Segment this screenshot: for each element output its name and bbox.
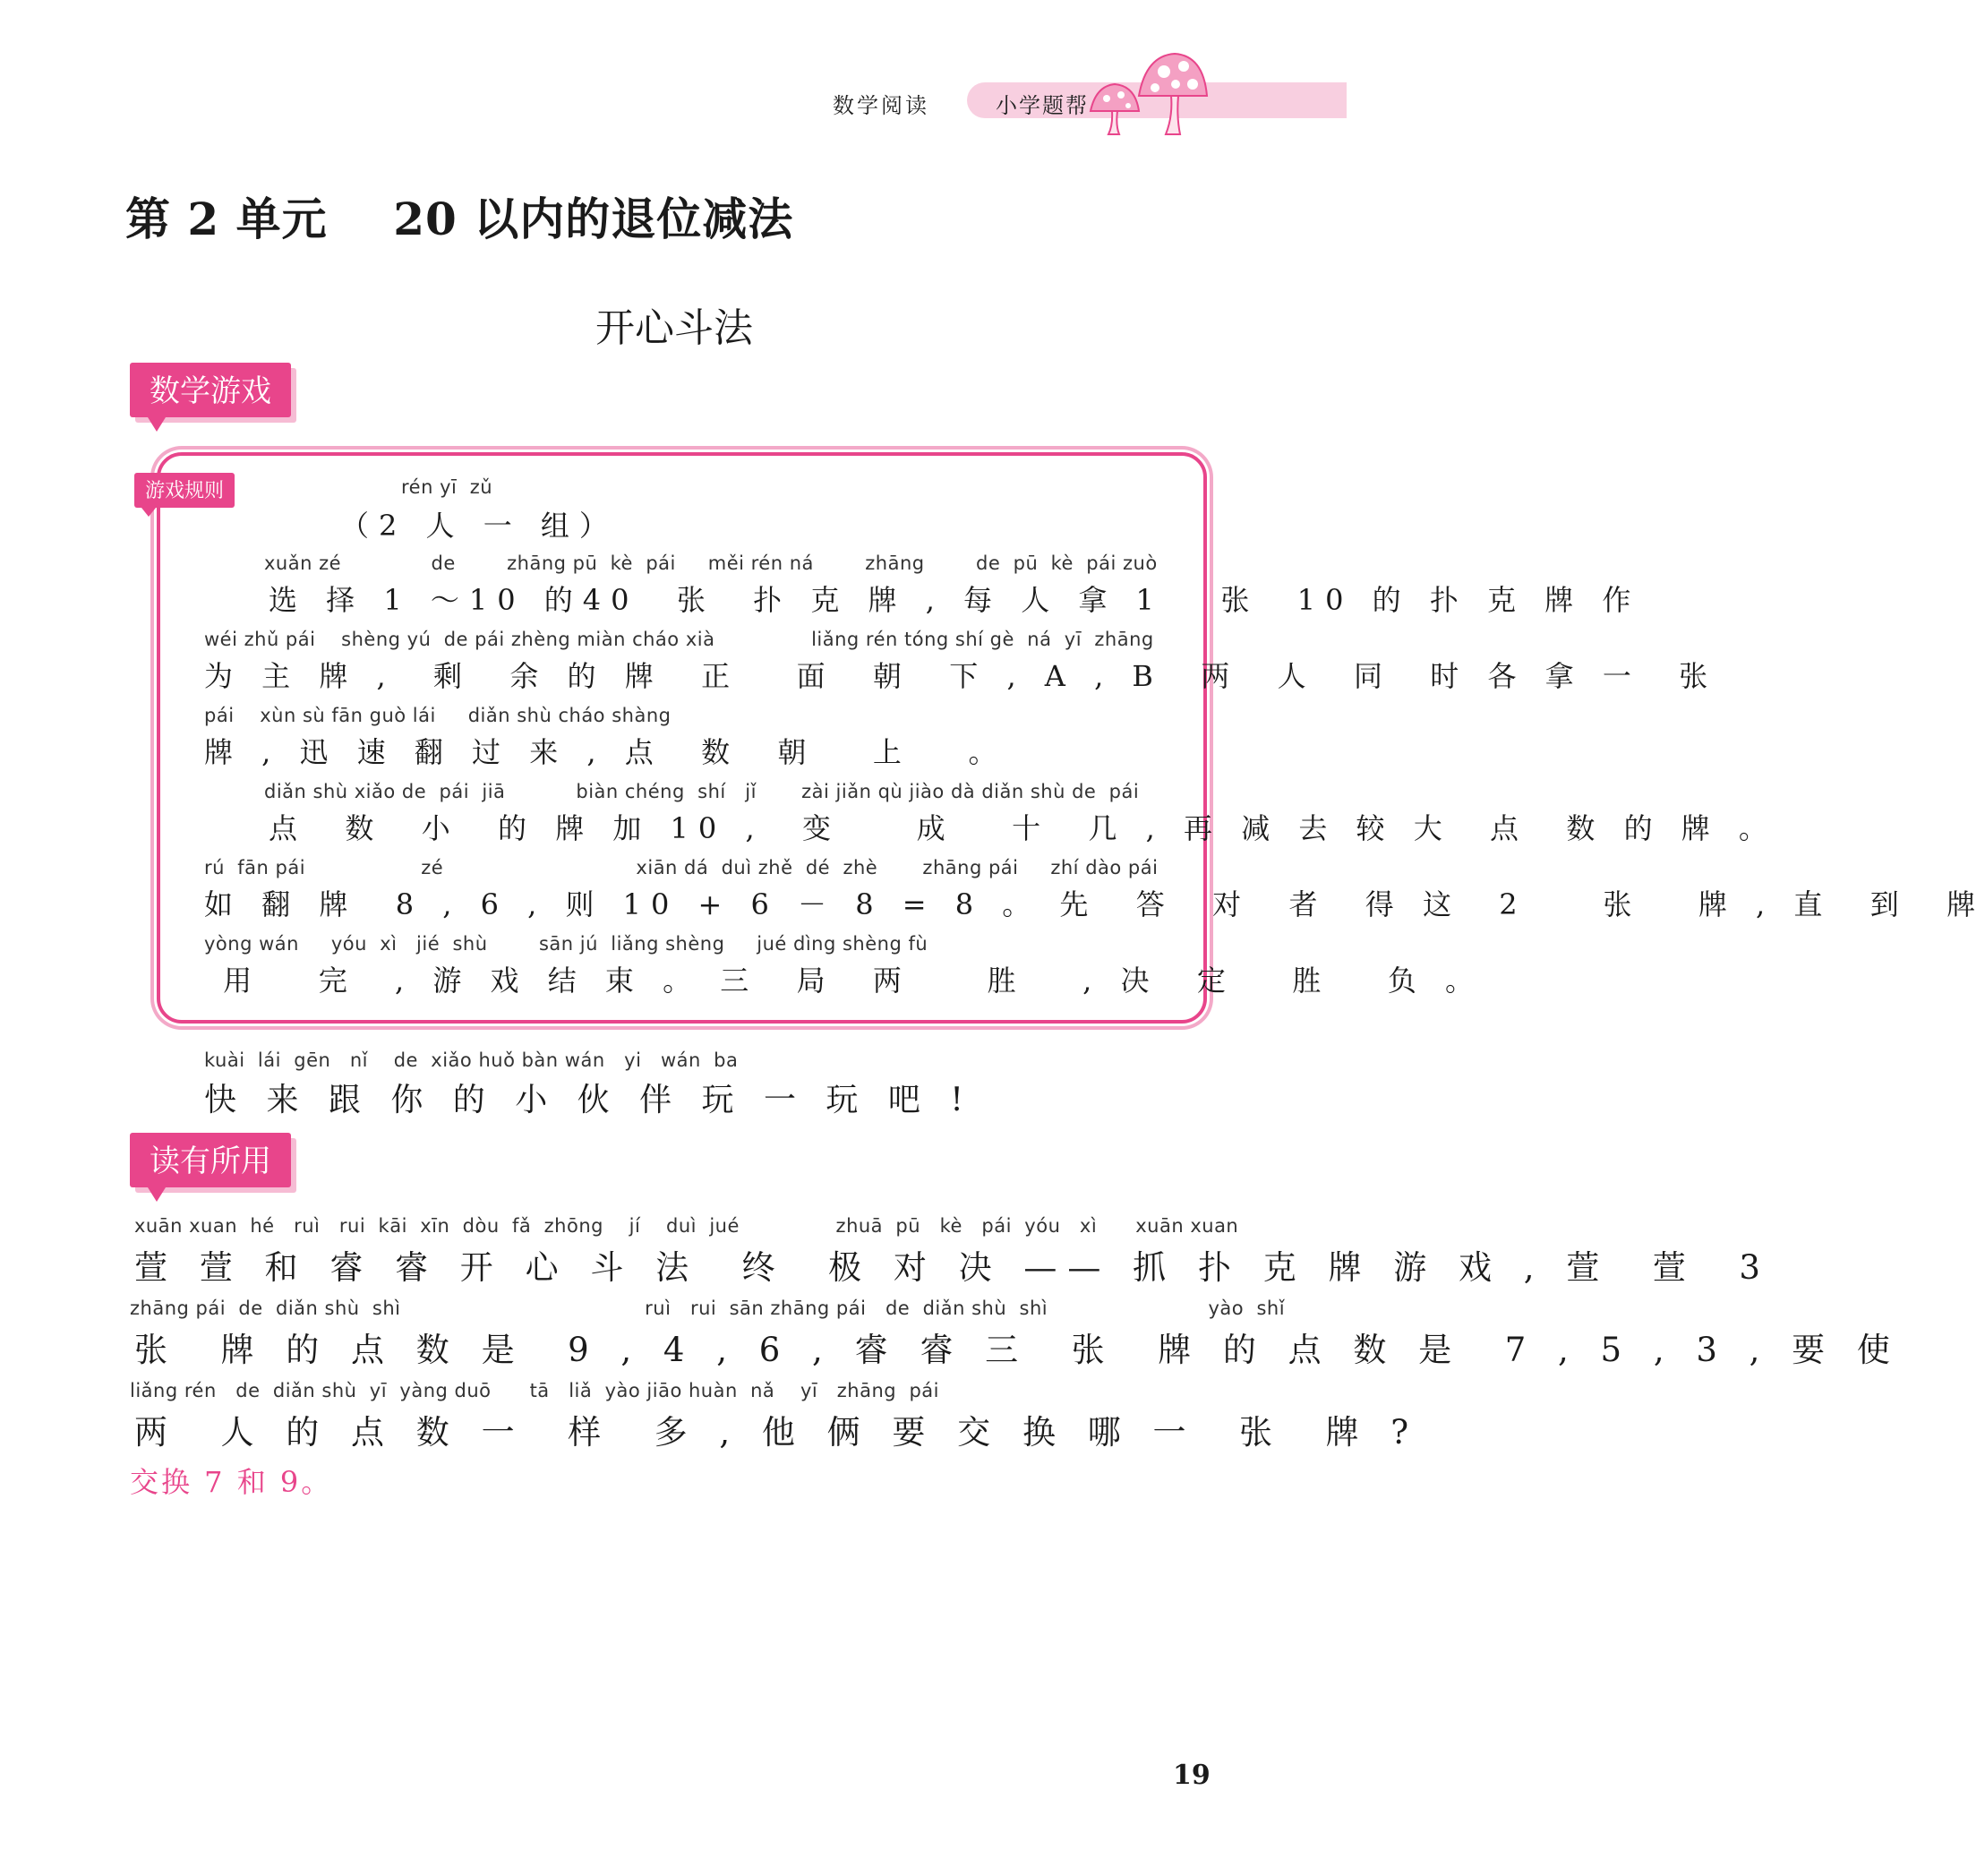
text-line: 为 主 牌 , 剩 余 的 牌 正 面 朝 下 , A , B 两 人 同 时 各 拿 一 张 (204, 659, 1718, 693)
unit-title: 第 2 单元 20 以内的退位减法 (125, 193, 794, 245)
book-title: 数学阅读 (833, 93, 929, 118)
pinyin-line: xuǎn zé de zhāng pū kè pái měi rén ná zhāng de pū kè pái zuò (264, 553, 1158, 574)
text-line: 如 翻 牌 8 , 6 , 则 10 + 6 － 8 = 8 。 先 答 对 者 得 这 2 张 牌 , 直 到 牌 (204, 887, 1985, 921)
text-line: 牌 , 迅 速 翻 过 来 , 点 数 朝 上 。 (204, 735, 1007, 769)
pinyin-line: zhāng pái de diǎn shù shì ruì rui sān zhāng pái de diǎn shù shì yào shǐ (130, 1298, 1286, 1319)
pinyin-line: liǎng rén de diǎn shù yī yàng duō tā liǎ yào jiāo huàn nǎ yī zhāng pái (130, 1380, 940, 1401)
section-tag-read: 读有所用 (130, 1133, 291, 1187)
text-line: 用 完 , 游 戏 结 束 。 三 局 两 胜 , 决 定 胜 负 。 (204, 964, 1484, 998)
text-line: 选 择 1 ～10 的40 张 扑 克 牌 , 每 人 拿 1 张 10 的 扑 克 牌 作 (269, 583, 1641, 617)
pinyin-line: xuān xuan hé ruì rui kāi xīn dòu fǎ zhōng jí duì jué zhuā pū kè pái yóu xì xuān xuan (134, 1215, 1239, 1237)
text-line: 两 人 的 点 数 一 样 多 , 他 俩 要 交 换 哪 一 张 牌 ? (134, 1413, 1420, 1452)
pinyin-line: rú fān pái zé xiān dá duì zhě dé zhè zhāng pái zhí dào pái (204, 857, 1159, 878)
pinyin-line: pái xùn sù fān guò lái diǎn shù cháo shàng (204, 705, 672, 726)
text-line: 萱 萱 和 睿 睿 开 心 斗 法 终 极 对 决 —— 抓 扑 克 牌 游 戏 , 萱 萱 3 (134, 1248, 1771, 1287)
pinyin-line: kuài lái gēn nǐ de xiǎo huǒ bàn wán yi wán ba (204, 1049, 739, 1071)
text-line: 张 牌 的 点 数 是 9 , 4 , 6 , 睿 睿 三 张 牌 的 点 数 是 7 , 5 , 3 , 要 使 (134, 1331, 1901, 1369)
series-label: 小学题帮 (996, 93, 1089, 118)
pinyin-line: yòng wán yóu xì jié shù sān jú liǎng shèng jué dìng shèng fù (204, 933, 928, 955)
pinyin-line: wéi zhǔ pái shèng yú de pái zhèng miàn cháo xià liǎng rén tóng shí gè ná yī zhāng (204, 629, 1154, 650)
pinyin-line: diǎn shù xiǎo de pái jiā biàn chéng shí jǐ zài jiǎn qù jiào dà diǎn shù de pái (264, 781, 1140, 802)
pinyin-line: rén yī zǔ (401, 476, 493, 498)
page-number: 19 (1173, 1760, 1211, 1791)
lesson-title: 开心斗法 (595, 305, 753, 351)
mushroom-icon (1083, 47, 1209, 136)
answer-text: 交换 7 和 9。 (130, 1465, 333, 1499)
text-line: （2 人 一 组） (340, 509, 618, 543)
text-line: 点 数 小 的 牌 加 10 , 变 成 十 几 , 再 减 去 较 大 点 数 的 牌 。 (269, 811, 1777, 845)
invite-text: 快 来 跟 你 的 小 伙 伴 玩 一 玩 吧 ! (204, 1082, 973, 1118)
rules-tag: 游戏规则 (134, 473, 235, 508)
section-tag-game: 数学游戏 (130, 363, 291, 417)
